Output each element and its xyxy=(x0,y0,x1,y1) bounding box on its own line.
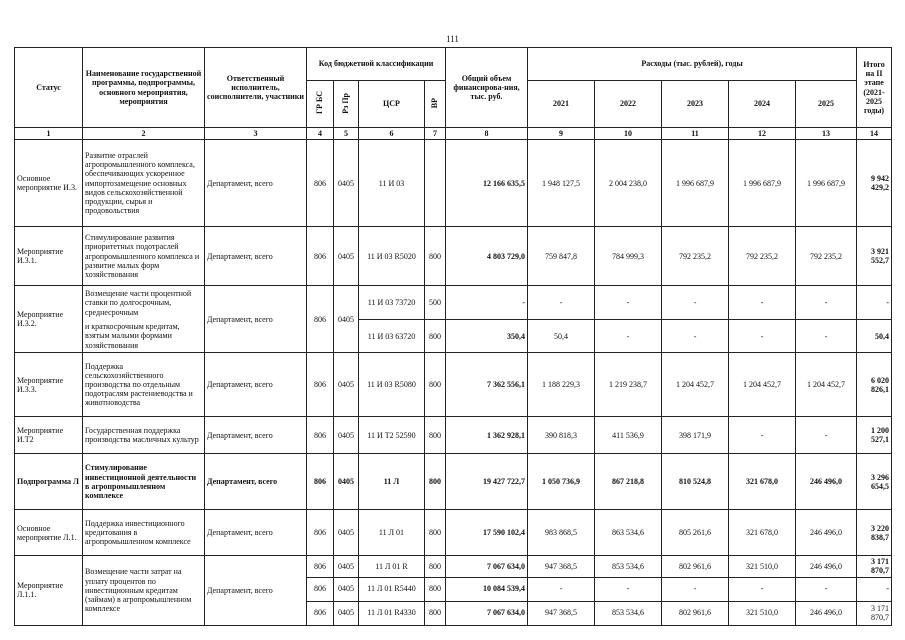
total-cell: 1 362 928,1 xyxy=(446,417,528,454)
y2022-cell: 853 534,6 xyxy=(595,556,662,577)
y2023-cell: - xyxy=(662,286,729,320)
total-cell: 19 427 722,7 xyxy=(446,454,528,510)
y2021-cell: 983 868,5 xyxy=(528,510,595,556)
rzpr-cell: 0405 xyxy=(334,227,359,286)
csr-cell: 11 Л 01 R5440 xyxy=(359,577,425,601)
total-cell: 12 166 635,5 xyxy=(446,140,528,227)
status-cell: Мероприятие И.3.1. xyxy=(15,227,83,286)
y2025-cell: 246 496,0 xyxy=(796,510,857,556)
y2024-cell: 792 235,2 xyxy=(729,227,796,286)
col-number: 11 xyxy=(662,128,729,140)
name-cell-part: Возмещение части процентной ставки по долгосрочным, среднесрочным xyxy=(83,286,205,320)
y2022-cell: 867 218,8 xyxy=(595,454,662,510)
y2025-cell: - xyxy=(796,417,857,454)
table-row xyxy=(15,353,892,417)
y2021-cell: 390 818,3 xyxy=(528,417,595,454)
y2023-cell: 1 204 452,7 xyxy=(662,353,729,417)
grbs-cell: 806 xyxy=(307,454,334,510)
grbs-cell: 806 xyxy=(307,556,334,577)
y2021-cell: 1 050 736,9 xyxy=(528,454,595,510)
y2025-cell: - xyxy=(796,577,857,601)
stage-cell: 3 296 654,5 xyxy=(857,454,892,510)
rzpr-cell: 0405 xyxy=(334,454,359,510)
stage-cell: 3 171 870,7 xyxy=(857,556,892,577)
status-cell: Мероприятие Л.1.1. xyxy=(15,556,83,625)
status-cell: Мероприятие И.3.3. xyxy=(15,353,83,417)
col-number: 3 xyxy=(205,128,307,140)
total-cell: 7 362 556,1 xyxy=(446,353,528,417)
total-cell: - xyxy=(446,286,528,320)
vr-cell: 800 xyxy=(425,556,446,577)
rzpr-cell: 0405 xyxy=(334,417,359,454)
y2024-cell: - xyxy=(729,320,796,353)
stage-cell: 6 020 826,1 xyxy=(857,353,892,417)
y2022-cell: 2 004 238,0 xyxy=(595,140,662,227)
table-row xyxy=(15,454,892,510)
rzpr-cell: 0405 xyxy=(334,510,359,556)
header-stage-total: Итого на II этапе (2021-2025 годы) xyxy=(857,48,892,128)
name-cell: Развитие отраслей агропромышленного комплекса, обеспечивающих ускоренное импортозамещение основных видов сельскохозяйственной продукции, сырья и продовольствия xyxy=(83,140,205,227)
executor-cell: Департамент, всего xyxy=(205,510,307,556)
stage-cell: - xyxy=(857,286,892,320)
vr-cell: 800 xyxy=(425,577,446,601)
y2025-cell: - xyxy=(796,320,857,353)
header-total-volume: Общий объем финансирова-ния, тыс. руб. xyxy=(446,48,528,128)
rzpr-cell: 0405 xyxy=(334,556,359,577)
status-cell: Подпрограмма Л xyxy=(15,454,83,510)
y2024-cell: - xyxy=(729,417,796,454)
col-number: 7 xyxy=(425,128,446,140)
y2025-cell: 246 496,0 xyxy=(796,556,857,577)
col-number: 1 xyxy=(15,128,83,140)
table-row xyxy=(15,227,892,286)
y2023-cell: 805 261,6 xyxy=(662,510,729,556)
y2021-cell: 947 368,5 xyxy=(528,601,595,625)
col-number: 4 xyxy=(307,128,334,140)
y2024-cell: 1 204 452,7 xyxy=(729,353,796,417)
y2024-cell: 1 996 687,9 xyxy=(729,140,796,227)
budget-table xyxy=(14,47,892,626)
status-cell: Основное мероприятие Л.1. xyxy=(15,510,83,556)
executor-cell: Департамент, всего xyxy=(205,286,307,353)
executor-cell: Департамент, всего xyxy=(205,353,307,417)
y2025-cell: 1 204 452,7 xyxy=(796,353,857,417)
page-number: 111 xyxy=(446,34,459,44)
header-rzpr: Рз Пр xyxy=(334,81,359,128)
total-cell: 7 067 634,0 xyxy=(446,556,528,577)
y2023-cell: 792 235,2 xyxy=(662,227,729,286)
total-cell: 7 067 634,0 xyxy=(446,601,528,625)
name-cell: Стимулирование развития приоритетных подотраслей агропромышленного комплекса и развитие малых форм хозяйствования xyxy=(83,227,205,286)
total-cell: 4 803 729,0 xyxy=(446,227,528,286)
status-cell: Мероприятие И.3.2. xyxy=(15,286,83,353)
table-row xyxy=(15,140,892,227)
executor-cell: Департамент, всего xyxy=(205,417,307,454)
col-number: 14 xyxy=(857,128,892,140)
y2022-cell: 853 534,6 xyxy=(595,601,662,625)
csr-cell: 11 И 03 R5080 xyxy=(359,353,425,417)
y2021-cell: 50,4 xyxy=(528,320,595,353)
y2021-cell: - xyxy=(528,286,595,320)
grbs-cell: 806 xyxy=(307,140,334,227)
grbs-cell: 806 xyxy=(307,577,334,601)
executor-cell: Департамент, всего xyxy=(205,454,307,510)
stage-cell: 3 220 838,7 xyxy=(857,510,892,556)
col-number: 6 xyxy=(359,128,425,140)
csr-cell: 11 Л 01 xyxy=(359,510,425,556)
status-cell: Мероприятие И.Т2 xyxy=(15,417,83,454)
col-number: 2 xyxy=(83,128,205,140)
y2022-cell: 411 536,9 xyxy=(595,417,662,454)
column-numbers-row xyxy=(15,128,892,140)
header-grbs: ГР БС xyxy=(307,81,334,128)
name-cell: Возмещение части затрат на уплату процентов по инвестиционным кредитам (займам) в агропромышленном комплексе xyxy=(83,556,205,625)
vr-cell: 800 xyxy=(425,353,446,417)
col-number: 9 xyxy=(528,128,595,140)
y2021-cell: - xyxy=(528,577,595,601)
executor-cell: Департамент, всего xyxy=(205,140,307,227)
col-number: 12 xyxy=(729,128,796,140)
y2023-cell: 802 961,6 xyxy=(662,601,729,625)
header-program: Наименование государственной программы, подпрограммы, основного мероприятия, мероприятия xyxy=(83,48,205,128)
col-number: 10 xyxy=(595,128,662,140)
total-cell: 17 590 102,4 xyxy=(446,510,528,556)
executor-cell: Департамент, всего xyxy=(205,227,307,286)
header-expenses: Расходы (тыс. рублей), годы xyxy=(528,48,857,81)
y2022-cell: 784 999,3 xyxy=(595,227,662,286)
stage-cell: 50,4 xyxy=(857,320,892,353)
csr-cell: 11 И Т2 52590 xyxy=(359,417,425,454)
y2022-cell: - xyxy=(595,286,662,320)
grbs-cell: 806 xyxy=(307,227,334,286)
name-cell-part: и краткосрочным кредитам, взятым малыми формами хозяйствования xyxy=(83,320,205,353)
stage-cell: 9 942 429,2 xyxy=(857,140,892,227)
csr-cell: 11 И 03 73720 xyxy=(359,286,425,320)
vr-cell xyxy=(425,140,446,227)
executor-cell: Департамент, всего xyxy=(205,556,307,625)
y2023-cell: - xyxy=(662,320,729,353)
col-number: 8 xyxy=(446,128,528,140)
y2022-cell: 1 219 238,7 xyxy=(595,353,662,417)
table-row xyxy=(15,286,892,320)
header-2022: 2022 xyxy=(595,81,662,128)
header-2025: 2025 xyxy=(796,81,857,128)
grbs-cell: 806 xyxy=(307,353,334,417)
y2021-cell: 1 188 229,3 xyxy=(528,353,595,417)
y2024-cell: 321 510,0 xyxy=(729,601,796,625)
name-cell: Стимулирование инвестиционной деятельности в агропромышленном комплексе xyxy=(83,454,205,510)
header-2021: 2021 xyxy=(528,81,595,128)
grbs-cell: 806 xyxy=(307,417,334,454)
csr-cell: 11 Л 01 R4330 xyxy=(359,601,425,625)
table-row xyxy=(15,510,892,556)
vr-cell: 800 xyxy=(425,601,446,625)
stage-cell: 3 921 552,7 xyxy=(857,227,892,286)
y2024-cell: - xyxy=(729,286,796,320)
status-cell: Основное мероприятие И.3. xyxy=(15,140,83,227)
y2022-cell: 863 534,6 xyxy=(595,510,662,556)
header-status: Статус xyxy=(15,48,83,128)
header-vr: ВР xyxy=(425,81,446,128)
header-2024: 2024 xyxy=(729,81,796,128)
csr-cell: 11 Л 01 R xyxy=(359,556,425,577)
grbs-cell: 806 xyxy=(307,510,334,556)
y2022-cell: - xyxy=(595,577,662,601)
name-cell: Поддержка сельскохозяйственного производства по отдельным подотраслям растениеводства и животноводства xyxy=(83,353,205,417)
y2021-cell: 947 368,5 xyxy=(528,556,595,577)
vr-cell: 800 xyxy=(425,510,446,556)
y2025-cell: - xyxy=(796,286,857,320)
csr-cell: 11 И 03 R5020 xyxy=(359,227,425,286)
vr-cell: 800 xyxy=(425,320,446,353)
y2023-cell: - xyxy=(662,577,729,601)
y2023-cell: 802 961,6 xyxy=(662,556,729,577)
rzpr-cell: 0405 xyxy=(334,353,359,417)
col-number: 13 xyxy=(796,128,857,140)
y2024-cell: - xyxy=(729,577,796,601)
vr-cell: 800 xyxy=(425,417,446,454)
y2023-cell: 398 171,9 xyxy=(662,417,729,454)
grbs-cell: 806 xyxy=(307,286,334,353)
col-number: 5 xyxy=(334,128,359,140)
grbs-cell: 806 xyxy=(307,601,334,625)
csr-cell: 11 И 03 xyxy=(359,140,425,227)
vr-cell: 500 xyxy=(425,286,446,320)
y2024-cell: 321 510,0 xyxy=(729,556,796,577)
csr-cell: 11 И 03 63720 xyxy=(359,320,425,353)
stage-cell: 3 171 870,7 xyxy=(857,601,892,625)
stage-cell: 1 200 527,1 xyxy=(857,417,892,454)
y2025-cell: 792 235,2 xyxy=(796,227,857,286)
rzpr-cell: 0405 xyxy=(334,577,359,601)
y2022-cell: - xyxy=(595,320,662,353)
csr-cell: 11 Л xyxy=(359,454,425,510)
vr-cell: 800 xyxy=(425,227,446,286)
header-executor: Ответственный исполнитель, соисполнители, участники xyxy=(205,48,307,128)
y2025-cell: 246 496,0 xyxy=(796,454,857,510)
table-row xyxy=(15,417,892,454)
header-budget-code: Код бюджетной классификации xyxy=(307,48,446,81)
table-row xyxy=(15,556,892,577)
table-row xyxy=(15,320,892,353)
stage-cell: - xyxy=(857,577,892,601)
y2025-cell: 246 496,0 xyxy=(796,601,857,625)
y2024-cell: 321 678,0 xyxy=(729,510,796,556)
y2023-cell: 810 524,8 xyxy=(662,454,729,510)
name-cell: Государственная поддержка производства масличных культур xyxy=(83,417,205,454)
y2024-cell: 321 678,0 xyxy=(729,454,796,510)
header-2023: 2023 xyxy=(662,81,729,128)
vr-cell: 800 xyxy=(425,454,446,510)
header-csr: ЦСР xyxy=(359,81,425,128)
y2021-cell: 759 847,8 xyxy=(528,227,595,286)
y2023-cell: 1 996 687,9 xyxy=(662,140,729,227)
rzpr-cell: 0405 xyxy=(334,286,359,353)
name-cell: Поддержка инвестиционного кредитования в агропромышленном комплексе xyxy=(83,510,205,556)
y2025-cell: 1 996 687,9 xyxy=(796,140,857,227)
y2021-cell: 1 948 127,5 xyxy=(528,140,595,227)
total-cell: 350,4 xyxy=(446,320,528,353)
rzpr-cell: 0405 xyxy=(334,140,359,227)
rzpr-cell: 0405 xyxy=(334,601,359,625)
total-cell: 10 084 539,4 xyxy=(446,577,528,601)
